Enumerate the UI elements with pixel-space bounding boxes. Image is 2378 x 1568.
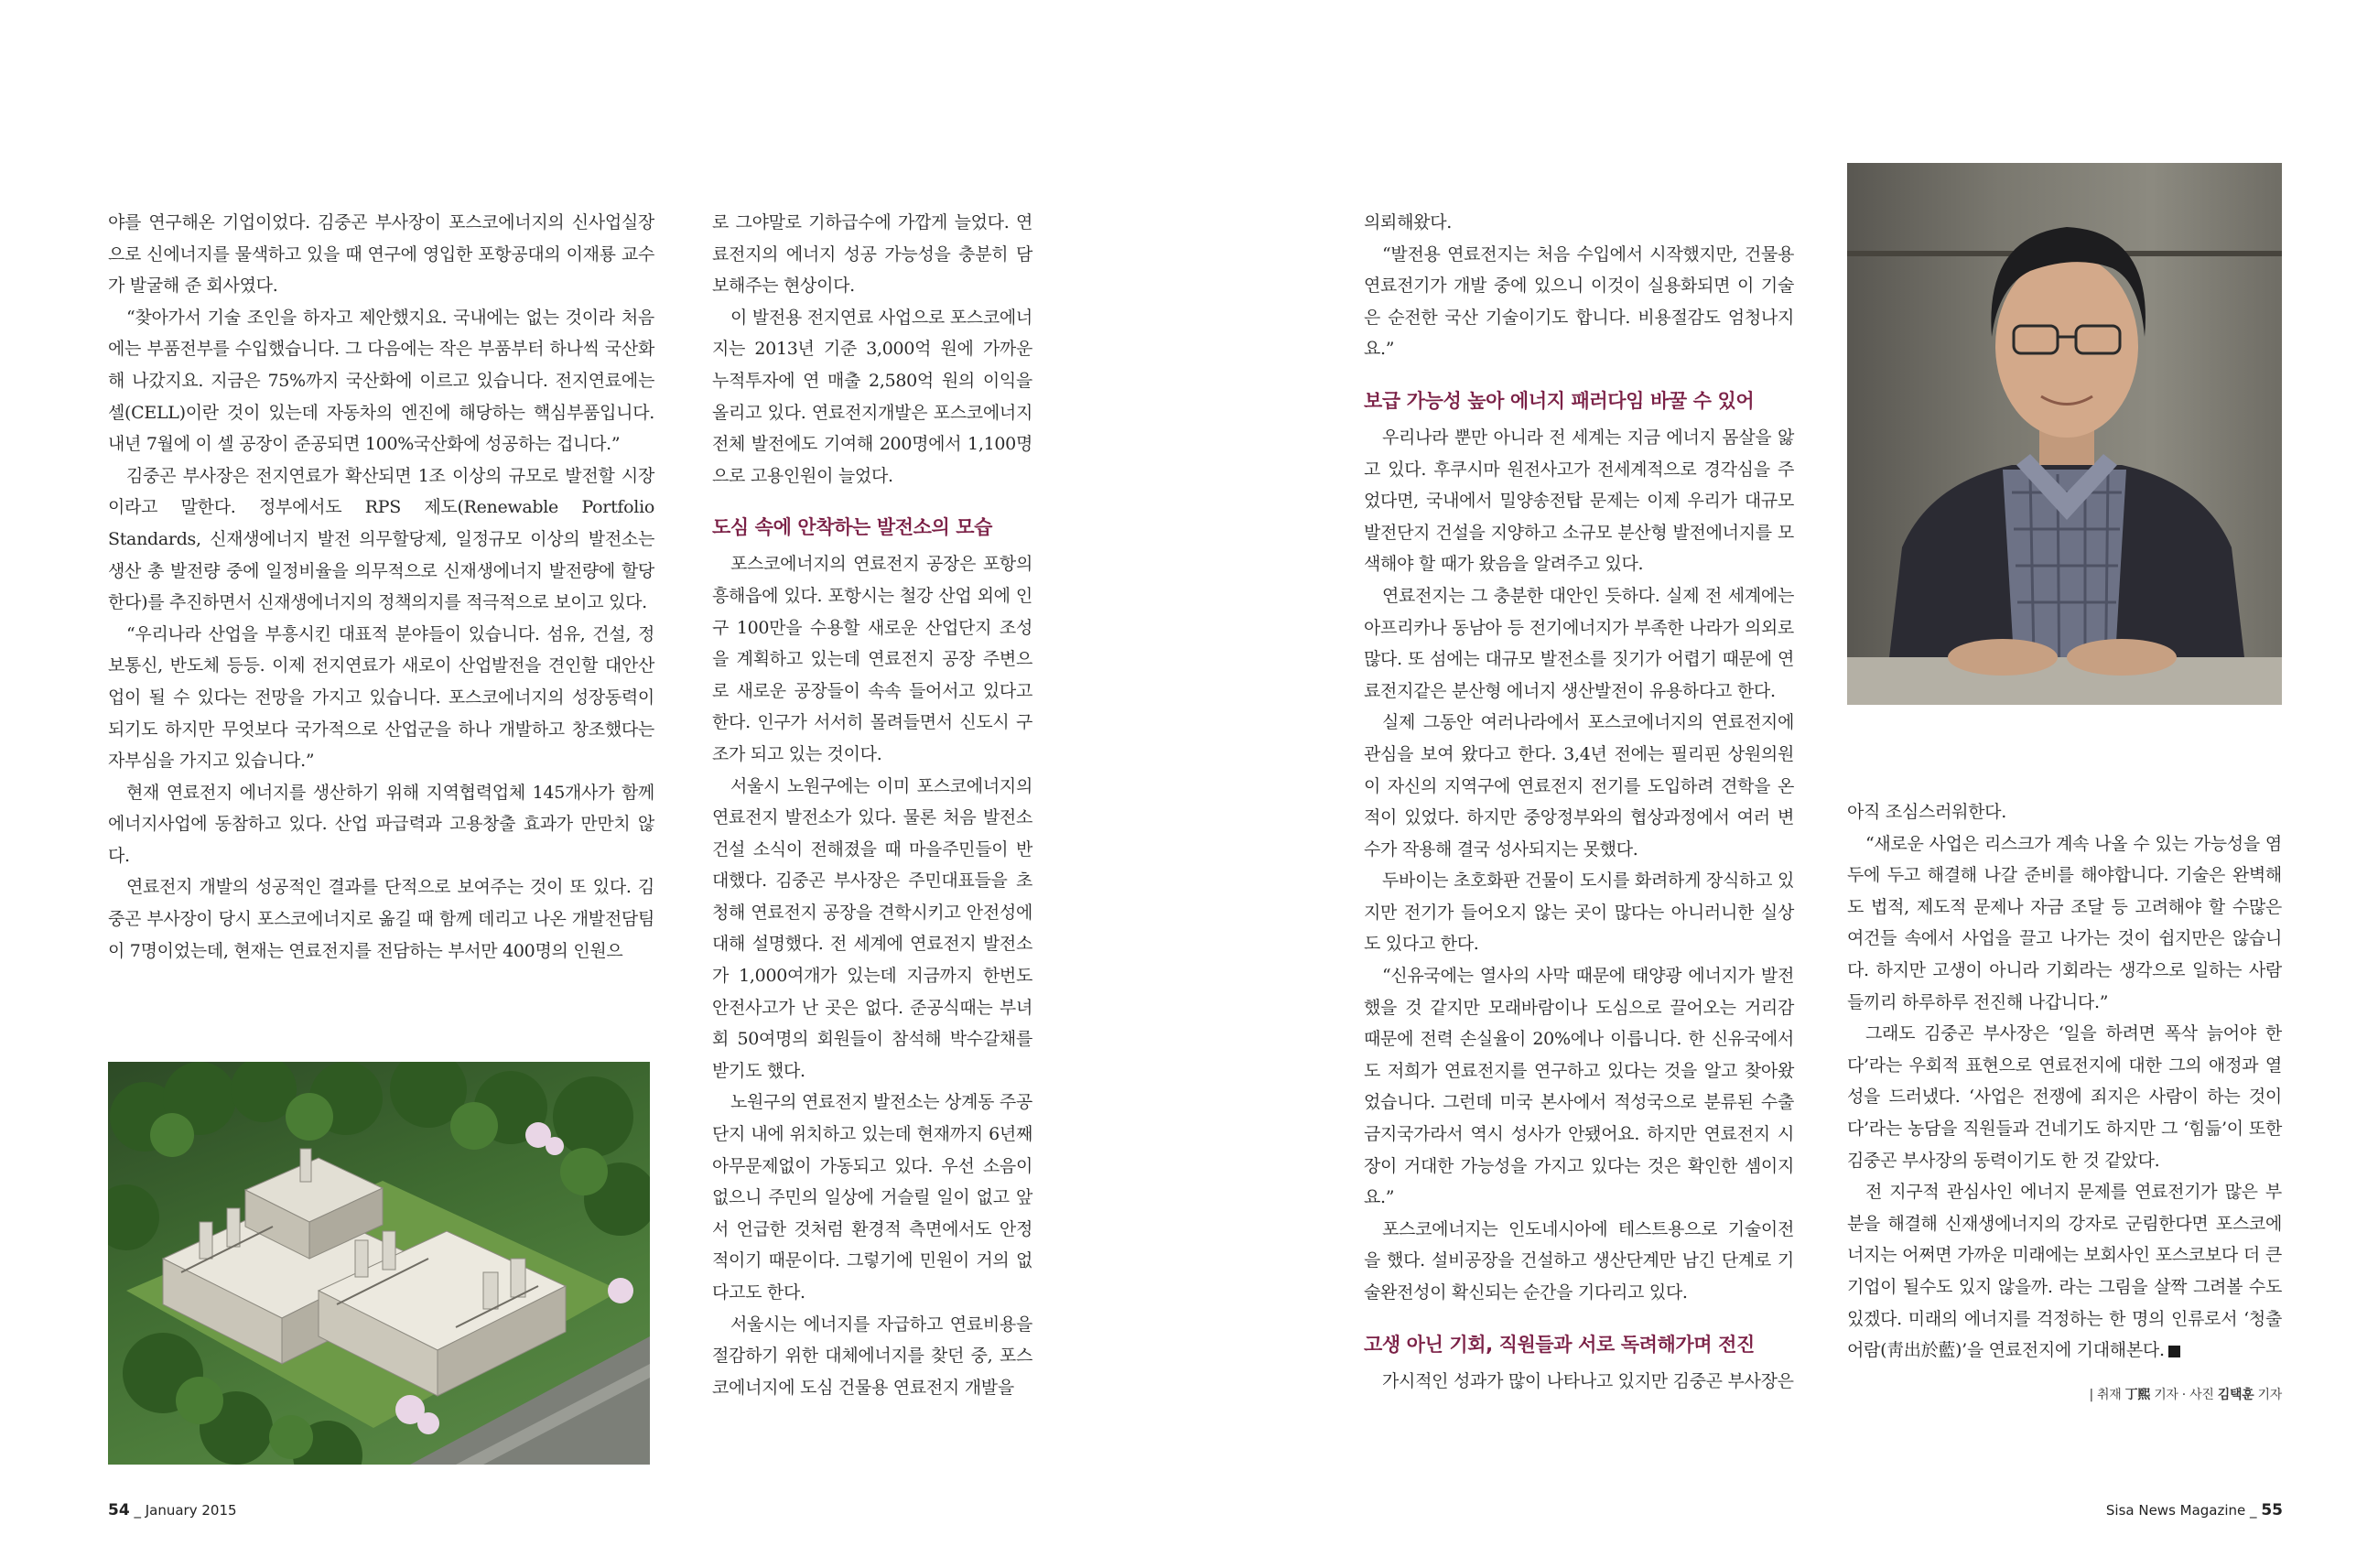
paragraph [1847,1176,2282,1367]
page-number: 54 [108,1501,130,1519]
paragraph: “신유국에는 열사의 사막 때문에 태양광 에너지가 발전했을 것 같지만 모래바람이나 도심으로 끌어오는 거리감 때문에 전력 손실율이 20%에나 이릅니다. 한 신유국에서도 저희가 연료전지를 연구하고 있다는 것을 알고 찾아왔었습니다. 그런데 미국 본사에서 적성국으로 분류된 수출금지국가라서 역시 성사가 안됐어요. 하지만 연료전지 시장이 거대한 가능성을 가지고 있다는 것은 확인한 셈이지요.” [1364,966,1794,1208]
portrait-photo [1847,163,2282,705]
section-heading: 보급 가능성 높아 에너지 패러다임 바꿀 수 있어 [1364,389,1755,412]
paragraph: 가시적인 성과가 많이 나타나고 있지만 김중곤 부사장은 [1382,1370,1794,1391]
paragraph: 포스코에너지의 연료전지 공장은 포항의 흥해읍에 있다. 포항시는 철강 산업 외에 인구 100만을 수용할 새로운 산업단지 조성을 계획하고 있는데 연료전지 공장 주변으로 새로운 공장들이 속속 들어서고 있다고 한다. 인구가 서서히 몰려들면서 신도시 구조가 되고 있는 것이다. [712,554,1032,764]
article-column-4 [1847,796,2282,1411]
paragraph: “발전용 연료전지는 처음 수입에서 시작했지만, 건물용 연료전기가 개발 중에 있으니 이것이 실용화되면 이 기술은 순전한 국산 기술이기도 합니다. 비용절감도 엄청나지요.” [1364,243,1794,360]
byline-prefix: | 취재 [2089,1387,2122,1402]
paragraph: 현재 연료전지 에너지를 생산하기 위해 지역협력업체 145개사가 함께 에너지사업에 동참하고 있다. 산업 파급력과 고용창출 효과가 만만치 않다. [108,782,654,866]
end-mark-icon: S [2168,1346,2180,1357]
byline-writer: 丁熙 [2124,1387,2151,1402]
paragraph-text: 전 지구적 관심사인 에너지 문제를 연료전기가 많은 부분을 해결해 신재생에너지의 강자로 군림한다면 포스코에너지는 어쩌면 가까운 미래에는 보회사인 포스코보다 더 큰 기업이 될수도 있지 않을까. 라는 그림을 살짝 그려볼 수도 있겠다. 미래의 에너지를 걱정하는 한 명의 인류로서 ‘청출어람(靑出於藍)’을 연료전지에 기대해본다. [1847,1182,2282,1361]
page-folio-right [2106,1501,2283,1519]
article-column-3 [1364,207,1794,1397]
paragraph: 두바이는 초호화판 건물이 도시를 화려하게 장식하고 있지만 전기가 들어오지 않는 곳이 많다는 아니러니한 실상도 있다고 한다. [1364,871,1794,955]
section-heading: 고생 아닌 기회, 직원들과 서로 독려해가며 전진 [1364,1333,1755,1356]
paragraph: 이 발전용 전지연료 사업으로 포스코에너지는 2013년 기준 3,000억 원에 가까운 누적투자에 연 매출 2,580억 원의 이익을 올리고 있다. 연료전지개발은 포스코에너지 전체 발전에도 기여해 200명에서 1,100명으로 고용인원이 늘었다. [712,307,1032,486]
paragraph: “우리나라 산업을 부흥시킨 대표적 분야들이 있습니다. 섬유, 건설, 정보통신, 반도체 등등. 이제 전지연료가 새로이 산업발전을 견인할 대안산업이 될 수 있다는 전망을 가지고 있습니다. 포스코에너지의 성장동력이 되기도 하지만 무엇보다 국가적으로 산업군을 하나 개발하고 창조했다는 자부심을 가지고 있습니다.” [108,623,654,772]
paragraph: “찾아가서 기술 조인을 하자고 제안했지요. 국내에는 없는 것이라 처음에는 부품전부를 수입했습니다. 그 다음에는 작은 부품부터 하나씩 국산화해 나갔지요. 지금은 75%까지 국산화에 이르고 있습니다. 전지연료에는 셀(CELL)이란 것이 있는데 자동차의 엔진에 해당하는 핵심부품입니다. 내년 7월에 이 셀 공장이 준공되면 100%국산화에 성공하는 겁니다.” [108,307,654,455]
byline-photographer: 김택훈 [2217,1387,2254,1402]
paragraph: 연료전지는 그 충분한 대안인 듯하다. 실제 전 세계에는 아프리카나 동남아 등 전기에너지가 부족한 나라가 의외로 많다. 또 섬에는 대규모 발전소를 짓기가 어렵기 때문에 연료전지같은 분산형 에너지 생산발전이 유용하다고 한다. [1364,585,1794,701]
magazine-name: Sisa News Magazine _ [2105,1502,2257,1519]
paragraph: 서울시 노원구에는 이미 포스코에너지의 연료전지 발전소가 있다. 물론 처음 발전소 건설 소식이 전해졌을 때 마을주민들이 반대했다. 김중곤 부사장은 주민대표들을 초청해 연료전지 공장을 견학시키고 안전성에 대해 설명했다. 전 세계에 연료전지 발전소가 1,000여개가 있는데 지금까지 한번도 안전사고가 난 곳은 없다. 준공식때는 부녀회 50여명의 회원들이 참석해 박수갈채를 받기도 했다. [712,775,1032,1081]
paragraph: 그래도 김중곤 부사장은 ‘일을 하려면 폭삭 늙어야 한다’라는 우회적 표현으로 연료전지에 대한 그의 애정과 열성을 드러냈다. ‘사업은 전쟁에 죄지은 사람이 하는 것이다’라는 농담을 직원들과 건네기도 하지만 그 ‘힘듦’이 또한 김중곤 부사장의 동력이기도 한 것 같았다. [1847,1023,2282,1171]
paragraph: 김중곤 부사장은 전지연료가 확산되면 1조 이상의 규모로 발전할 시장이라고 말한다. 정부에서도 RPS 제도(Renewable Portfolio Standards, 신재생에너지 발전 의무할당제, 일정규모 이상의 발전소는 생산 총 발전량 중에 일정비율을 의무적으로 신재생에너지 발전량에 할당한다)를 추진하면서 신재생에너지의 정책의지를 적극적으로 보이고 있다. [108,465,654,613]
paragraph: 노원구의 연료전지 발전소는 상계동 주공단지 내에 위치하고 있는데 현재까지 6년째 아무문제없이 가동되고 있다. 우선 소음이 없으니 주민의 일상에 거슬릴 일이 없고 앞서 언급한 것처럼 환경적 측면에서도 안정적이기 때문이다. 그렇기에 민원이 거의 없다고도 한다. [712,1092,1032,1303]
paragraph: 아직 조심스러워한다. [1847,802,2006,822]
issue-date: _ January 2015 [134,1502,237,1519]
paragraph: 야를 연구해온 기업이었다. 김중곤 부사장이 포스코에너지의 신사업실장으로 신에너지를 물색하고 있을 때 연구에 영입한 포항공대의 이재룡 교수가 발굴해 준 회사였다. [108,212,654,297]
paragraph: 포스코에너지는 인도네시아에 테스트용으로 기술이전을 했다. 설비공장을 건설하고 생산단계만 남긴 단계로 기술완전성이 확신되는 순간을 기다리고 있다. [1364,1218,1794,1303]
paragraph: 연료전지 개발의 성공적인 결과를 단적으로 보여주는 것이 또 있다. 김중곤 부사장이 당시 포스코에너지로 옮길 때 함께 데리고 나온 개발전담팀이 7명이었는데, 현재는 연료전지를 전담하는 부서만 400명의 인원으 [108,877,654,961]
page-folio-left [108,1501,237,1519]
article-column-2 [712,207,1032,1403]
paragraph: 우리나라 뿐만 아니라 전 세계는 지금 에너지 몸살을 앓고 있다. 후쿠시마 원전사고가 전세계적으로 경각심을 주었다면, 국내에서 밀양송전탑 문제는 이제 우리가 대규모 발전단지 건설을 지양하고 소규모 분산형 발전에너지를 모색해야 할 때가 왔음을 알려주고 있다. [1364,427,1794,575]
page-number: 55 [2261,1501,2283,1519]
paragraph: 서울시는 에너지를 자급하고 연료비용을 절감하기 위한 대체에너지를 찾던 중, 포스코에너지에 도심 건물용 연료전지 개발을 [712,1314,1032,1398]
byline [1847,1379,2282,1411]
byline-mid: 기자 · 사진 [2154,1387,2214,1402]
paragraph: 실제 그동안 여러나라에서 포스코에너지의 연료전지에 관심을 보여 왔다고 한다. 3,4년 전에는 필리핀 상원의원이 자신의 지역구에 연료전지 전기를 도입하려 견학을 온 적이 있었다. 하지만 중앙정부와의 협상과정에서 여러 변수가 작용해 결국 성사되지는 못했다. [1364,712,1794,860]
paragraph: 의뢰해왔다. [1364,212,1453,232]
section-heading: 도심 속에 안착하는 발전소의 모습 [712,516,993,539]
article-column-1 [108,207,654,967]
paragraph: “새로운 사업은 리스크가 계속 나올 수 있는 가능성을 염두에 두고 해결해 나갈 준비를 해야합니다. 기술은 완벽해도 법적, 제도적 문제나 자금 조달 등 고려해야 할 수많은 여건들 속에서 사업을 끌고 나가는 것이 쉽지만은 않습니다. 하지만 고생이 아니라 기회라는 생각으로 일하는 사람들끼리 하루하루 전진해 나갑니다.” [1847,833,2282,1012]
byline-suffix: 기자 [2257,1387,2282,1402]
paragraph: 로 그야말로 기하급수에 가깝게 늘었다. 연료전지의 에너지 성공 가능성을 충분히 담보해주는 현상이다. [712,212,1032,297]
fuel-cell-plant-illustration [108,1062,650,1465]
